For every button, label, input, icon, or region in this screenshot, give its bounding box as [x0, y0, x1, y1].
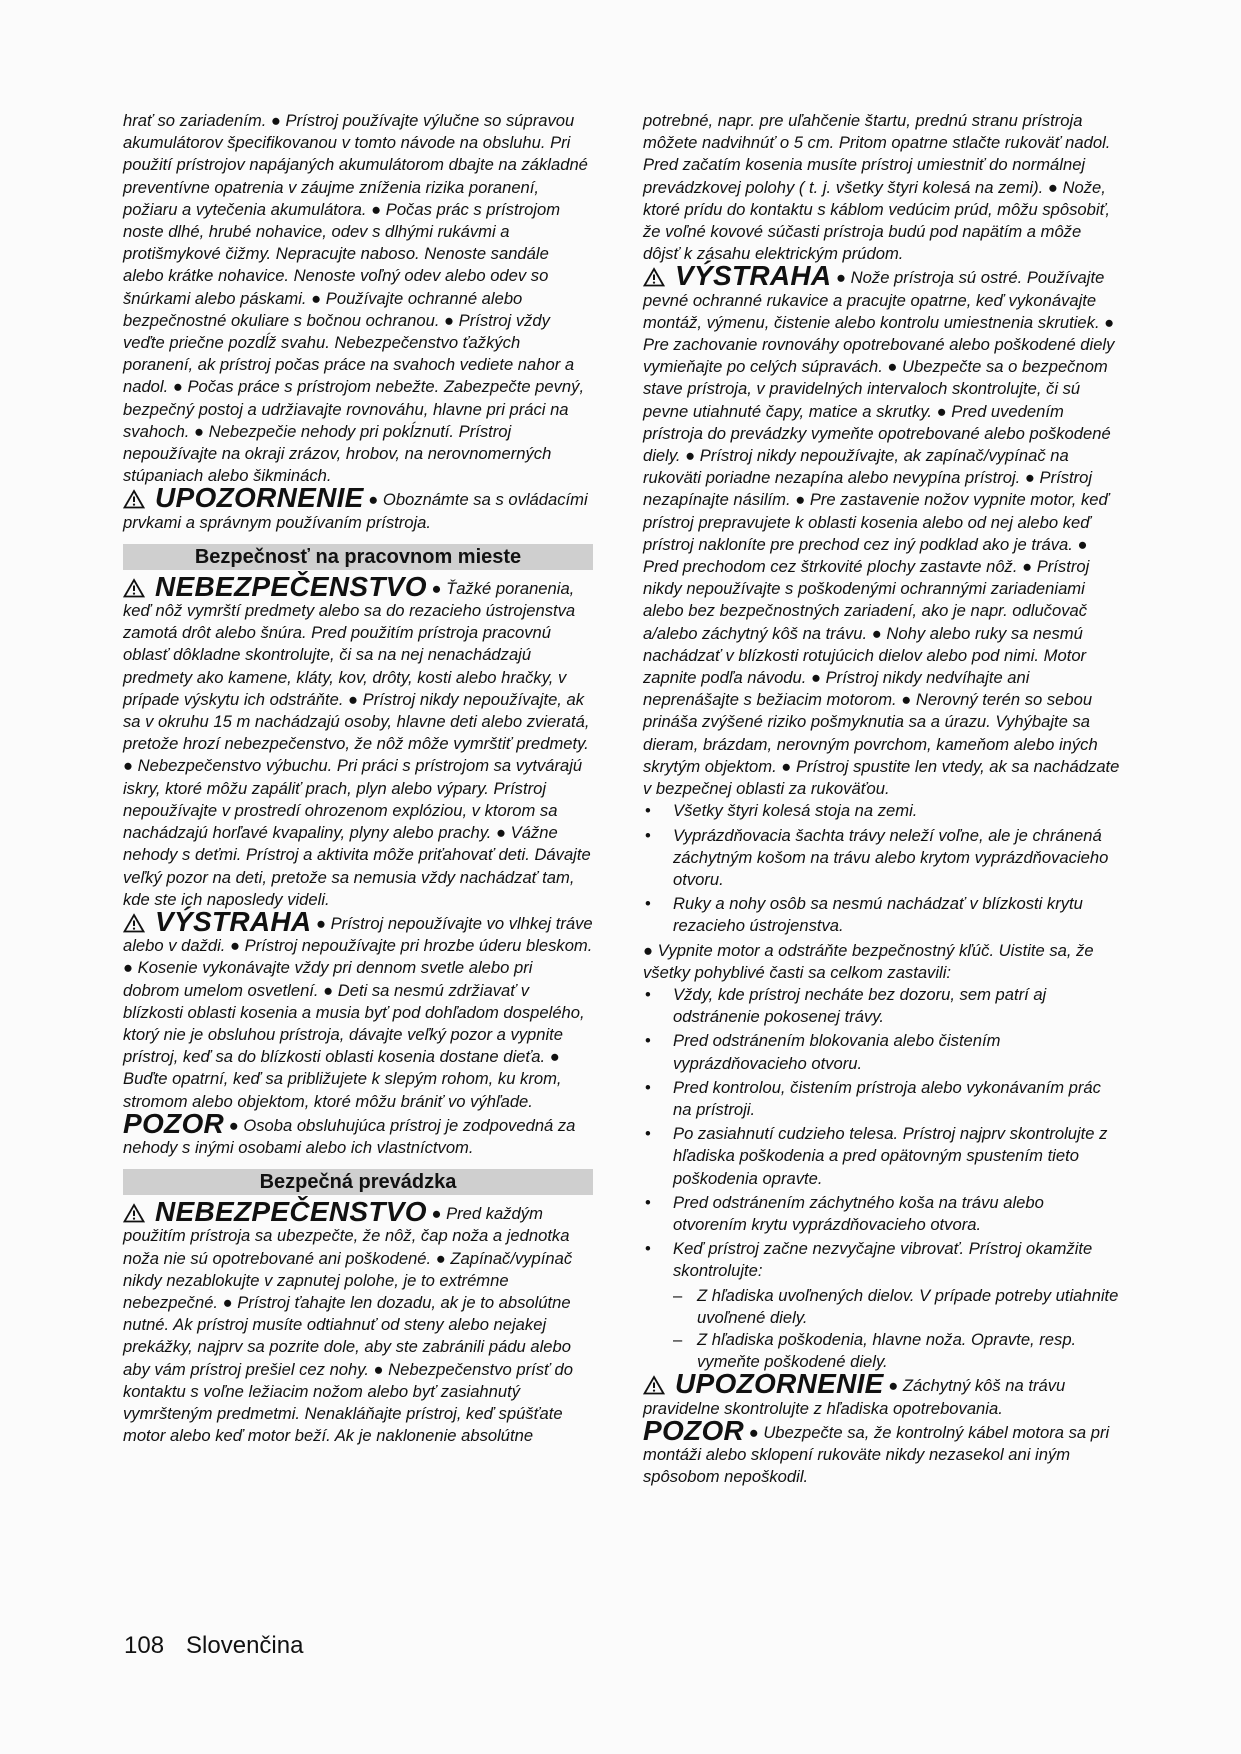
list-item: • Vždy, kde prístroj necháte bez dozoru, sem patrí aj odstránenie pokosenej trávy.: [643, 984, 1121, 1028]
warning-block: [123, 905, 593, 1113]
warning-text: ● Prístroj nepoužívajte vo vlhkej tráve alebo v daždi. ● Prístroj nepoužívajte pri hrozbe úderu bleskom. ● Kosenie vykonávajte vždy pri dennom svetle alebo pri dobrom umelom osvetlení. ● Deti sa nesmú zdržiavať v blízkosti oblasti kosenia a musia byť pod dohľadom dospelého, ktorý nie je obsluhou prístroja, dávajte veľký pozor a vypnite prístroj, keď sa do blízkosti oblasti kosenia dostane dieťa. ● Buďte opatrní, keď sa približujete k slepým rohom, ku krom, stromom alebo objektom, ktoré môžu brániť vo výhľade.: [123, 913, 593, 1111]
warning-triangle-icon: [643, 267, 665, 287]
notice-text: ● Ubezpečte sa, že kontrolný kábel motora sa pri montáži alebo sklopení rukoväte nikdy nezasekol ani iným spôsobom nepoškodil.: [643, 1422, 1110, 1487]
list-item: • Pred odstránením záchytného koša na trávu alebo otvorením krytu vyprázdňovacieho otvora.: [643, 1192, 1121, 1236]
list-item: • Ruky a nohy osôb sa nesmú nachádzať v blízkosti krytu rezacieho ústrojenstva.: [643, 893, 1121, 937]
continued-paragraph: potrebné, napr. pre uľahčenie štartu, prednú stranu prístroja môžete nadvihnúť o 5 cm. Pritom opatrne stlačte rukoväť nadol. Pred začatím kosenia musíte prístroj umiestniť do normálnej prevádzkovej polohy ( t. j. všetky štyri kolesá na zemi). ● Nože, ktoré prídu do kontaktu s káblom vedúcim prúd, môžu spôsobiť, že voľné kovové súčasti prístroja budú pod napätím a môže dôjsť k zásahu elektrickým prúdom.: [643, 111, 1111, 264]
warning-block: [643, 260, 1121, 800]
danger-block: [123, 1196, 593, 1447]
warning-triangle-icon: [643, 1375, 665, 1395]
caution-block: [643, 1368, 1121, 1419]
section-heading-operation: Bezpečná prevádzka: [123, 1169, 593, 1195]
list-item: • Vyprázdňovacia šachta trávy neleží voľne, ale je chránená záchytným košom na trávu alebo krytom vyprázdňovacieho otvoru.: [643, 825, 1121, 892]
warning-heading: VÝSTRAHA: [675, 260, 832, 292]
caution-heading: UPOZORNENIE: [675, 1368, 884, 1400]
danger-text: ● Ťažké poranenia, keď nôž vymrští predmety alebo sa do rezacieho ústrojenstva zamotá drôt alebo šnúra. Pred použitím prístroja pracovnú oblasť dôkladne skontrolujte, či sa na nej nenachádzajú predmety ako kamene, kláty, kov, drôty, kosti alebo hračky, v prípade výskytu ich odstráňte. ● Prístroj nikdy nepoužívajte, ak sa v okruhu 15 m nachádzajú osoby, hlavne deti alebo zvieratá, pretože hrozí nebezpečenstvo, že nôž môže vymrštiť predmety. ● Nebezpečenstvo výbuchu. Pri práci s prístrojom sa vytvárajú iskry, ktoré môžu zapáliť prach, plyn alebo výpary. Prístroj nepoužívajte v prostredí ohrozenom explóziou, v ktorom sa nachádzajú horľavé kvapaliny, plyny alebo prachy. ● Vážne nehody s deťmi. Prístroj a aktivita môže priťahovať deti. Dávajte veľký pozor na deti, pretože sa nemusia vždy nachádzať tam, kde ste ich naposledy videli.: [123, 578, 591, 909]
list-item: • Po zasiahnutí cudzieho telesa. Prístroj najprv skontrolujte z hľadiska poškodenia a pred opätovným spustením tieto poškodenia opravte.: [643, 1123, 1121, 1190]
intro-paragraph: hrať so zariadením. ● Prístroj používajte výlučne so súpravou akumulátorov špecifikovanou v tomto návode na obsluhu. Pri použití prístrojov napájaných akumulátorom dbajte na základné preventívne opatrenia v záujme zníženia rizika poranení, požiaru a vytečenia akumulátora. ● Počas prác s prístrojom noste dlhé, hrubé nohavice, odev s dlhými rukávmi a protišmykové čižmy. Nepracujte naboso. Nenoste sandále alebo krátke nohavice. Nenoste voľný odev alebo odev so šnúrkami alebo páskami. ● Používajte ochranné alebo bezpečnostné okuliare s bočnou ochranou. ● Prístroj vždy veďte priečne pozdĺž svahu. Nebezpečenstvo ťažkých poranení, ak prístroj počas práce na svahoch vediete nahor a nadol. ● Počas práce s prístrojom nebežte. Zabezpečte pevný, bezpečný postoj a udržiavajte rovnováhu, hlavne pri práci na svahoch. ● Nebezpečie nehody pri pokĺznutí. Prístroj nepoužívajte na okraji zrázov, hrobov, na nerovnomerných stúpaniach alebo šikminách.: [123, 111, 588, 486]
list-item: [643, 1238, 1121, 1282]
warning-triangle-icon: [123, 913, 145, 933]
notice-heading: POZOR: [123, 1107, 225, 1139]
warning-heading: VÝSTRAHA: [155, 905, 312, 937]
page-number: 108: [124, 1632, 165, 1659]
list-item-text: Keď prístroj začne nezvyčajne vibrovať. Prístroj okamžite skontrolujte:: [673, 1239, 1093, 1281]
caution-text: ● Záchytný kôš na trávu pravidelne skontrolujte z hľadiska opotrebovania.: [643, 1376, 1066, 1418]
vibration-checks-list: [643, 1285, 1121, 1374]
language-label: Slovenčina: [186, 1632, 304, 1659]
danger-heading: NEBEZPEČENSTVO: [155, 570, 427, 602]
page-footer: [124, 1632, 303, 1660]
danger-block: [123, 570, 593, 911]
section-heading-workplace: Bezpečnosť na pracovnom mieste: [123, 544, 593, 570]
caution-heading: UPOZORNENIE: [155, 482, 364, 514]
warning-triangle-icon: [123, 578, 145, 598]
notice-block: [643, 1414, 1121, 1489]
stop-motor-paragraph: ● Vypnite motor a odstráňte bezpečnostný kľúč. Uistite sa, že všetky pohyblivé časti sa celkom zastavili:: [643, 940, 1094, 982]
notice-block: [123, 1107, 593, 1159]
sub-list-item: – Z hľadiska uvoľnených dielov. V prípade potreby utiahnite uvoľnené diely.: [643, 1285, 1121, 1329]
notice-text: ● Osoba obsluhujúca prístroj je zodpovedná za nehody s inými osobami alebo ich vlastníctvom.: [123, 1115, 576, 1157]
caution-text: ● Oboznámte sa s ovládacími prvkami a správnym používaním prístroja.: [123, 490, 588, 532]
stop-conditions-list: [643, 984, 1121, 1283]
warning-text: ● Nože prístroja sú ostré. Používajte pevné ochranné rukavice a pracujte opatrne, keď vykonávajte montáž, výmenu, čistenie alebo kontrolu umiestnenia skrutiek. ● Pre zachovanie rovnováhy opotrebované alebo poškodené diely vymieňajte po celých súpravách. ● Ubezpečte sa o bezpečnom stave prístroja, v pravidelných intervaloch skontrolujte, či sú pevne utiahnuté čapy, matice a skrutky. ● Pred uvedením prístroja do prevádzky vymeňte opotrebované alebo poškodené diely. ● Prístroj nikdy nepoužívajte, ak zapínač/vypínač na rukoväti poriadne nezapína alebo nevypína prístroj. ● Prístroj nezapínajte násilím. ● Pre zastavenie nožov vypnite motor, keď prístroj prepravujete k oblasti kosenia alebo od nej alebo keď prístroj nakloníte pre prechod cez iný podklad ako je tráva. ● Pred prechodom cez štrkovité plochy zastavte nôž. ● Prístroj nikdy nepoužívajte s poškodenými ochrannými zariadeniami alebo bez bezpečnostných zariadení, ako je napr. odlučovač a/alebo záchytný kôš na trávu. ● Nohy alebo ruky sa nesmú nachádzať v blízkosti rotujúcich dielov alebo pod nimi. Motor zapnite podľa návodu. ● Prístroj nikdy nedvíhajte ani neprenášajte s bežiacim motorom. ● Nerovný terén so sebou prináša zvýšené riziko pošmyknutia sa a úrazu. Vyhýbajte sa dieram, brázdam, nerovným povrchom, kameňom alebo iných skrytým objektom. ● Prístroj spustite len vtedy, ak sa nachádzate v bezpečnej oblasti za rukoväťou.: [643, 268, 1120, 799]
notice-heading: POZOR: [643, 1414, 745, 1446]
warning-triangle-icon: [123, 1203, 145, 1223]
danger-heading: NEBEZPEČENSTVO: [155, 1196, 427, 1228]
right-column: [643, 110, 1121, 1488]
left-column: [123, 110, 593, 1447]
list-item: • Všetky štyri kolesá stoja na zemi.: [643, 800, 1121, 822]
danger-text: ● Pred každým použitím prístroja sa ubezpečte, že nôž, čap noža a jednotka noža nie sú opotrebované ani poškodené. ● Zapínač/vypínač nikdy nezablokujte v zapnutej polohe, je to extrémne nebezpečné. ● Prístroj ťahajte len dozadu, ak je to absolútne nutné. Ak prístroj musíte odtiahnuť od steny alebo nejakej prekážky, najprv sa pozrite dole, aby ste zabránili pádu alebo aby vám prístroj prešiel cez nohy. ● Nebezpečenstvo prísť do kontaktu s voľne ležiacim nožom alebo byť zasiahnutý vymršteným predmetmi. Nenakláňajte prístroj, keď spúšťate motor alebo keď motor beží. Ak je naklonenie absolútne: [123, 1204, 573, 1446]
start-conditions-list: [643, 800, 1121, 937]
list-item: • Pred kontrolou, čistením prístroja alebo vykonávaním prác na prístroji.: [643, 1077, 1121, 1121]
list-item: • Pred odstránením blokovania alebo čistením vyprázdňovacieho otvoru.: [643, 1030, 1121, 1074]
warning-triangle-icon: [123, 489, 145, 509]
caution-block: [123, 482, 593, 533]
sub-list-item: – Z hľadiska poškodenia, hlavne noža. Opravte, resp. vymeňte poškodené diely.: [643, 1329, 1121, 1373]
